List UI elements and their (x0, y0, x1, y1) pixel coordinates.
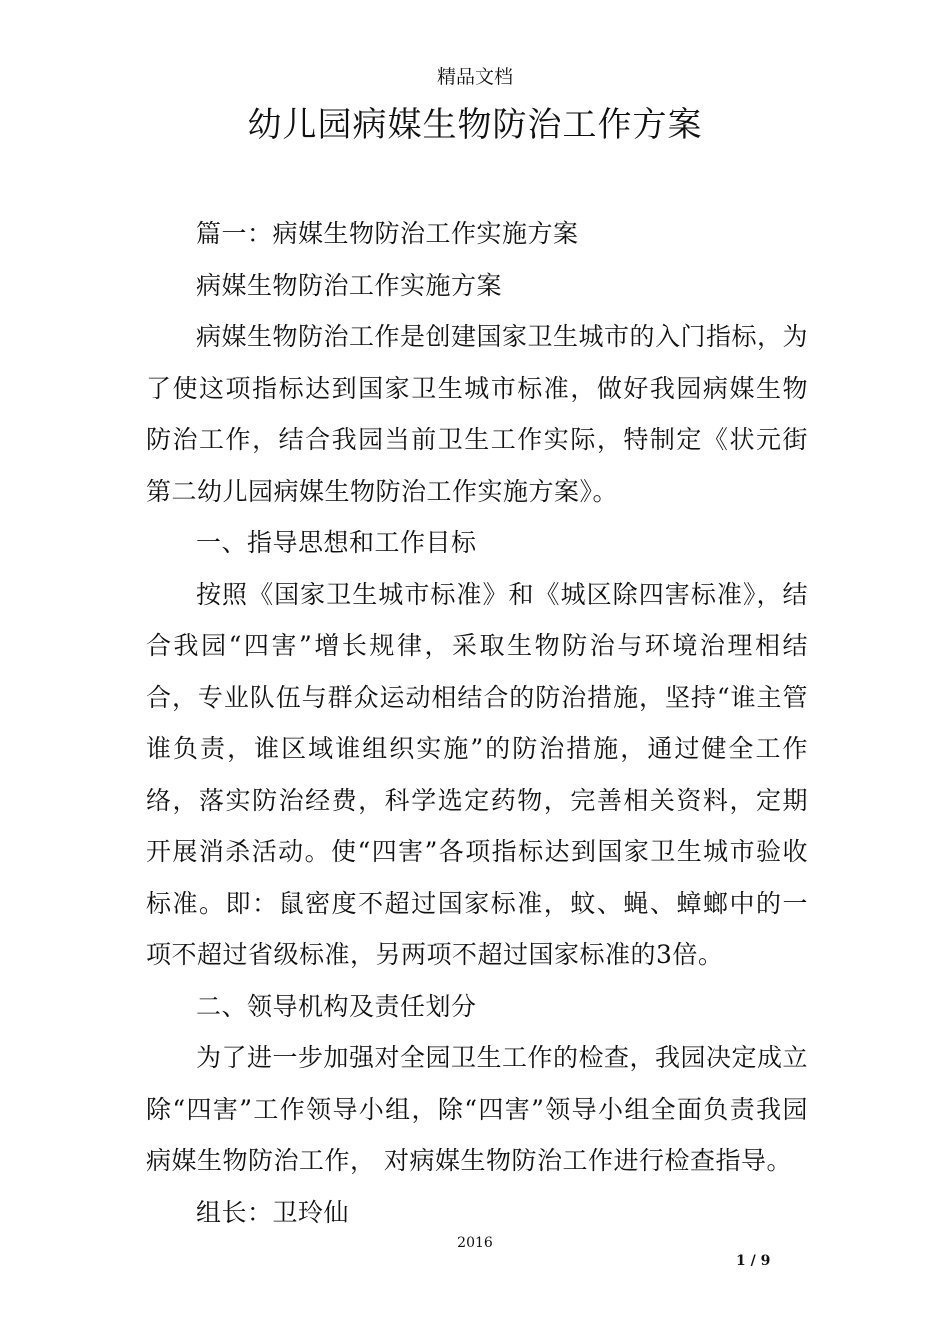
section-heading-part-one: 篇一：病媒生物防治工作实施方案 (196, 219, 579, 248)
document-title: 幼儿园病媒生物防治工作方案 (247, 105, 703, 145)
page-number: 1 / 9 (736, 1253, 771, 1269)
footer-year: 2016 (457, 1235, 493, 1251)
heading-leadership: 二、领导机构及责任划分 (196, 991, 477, 1021)
subtitle-implementation-plan: 病媒生物防治工作实施方案 (196, 270, 503, 300)
intro-paragraph: 病媒生物防治工作是创建国家卫生城市的入门指标，为了使这项指标达到国家卫生城市标准，做好我园病媒生物防治工作，结合我园当前卫生工作实际，特制定《状元街第二幼儿园病媒生物防治工作实施方案》。 (146, 322, 809, 506)
heading-guiding-ideology: 一、指导思想和工作目标 (196, 528, 477, 557)
page-header: 精品文档 (436, 66, 513, 88)
document-body (146, 208, 808, 1238)
guiding-ideology-paragraph: 按照《国家卫生城市标准》和《城区除四害标准》，结合我园“四害”增长规律，采取生物防治与环境治理相结合，专业队伍与群众运动相结合的防治措施，坚持“谁主管谁负责，谁区域谁组织实施”的防治措施，通过健全工作络，落实防治经费，科学选定药物，完善相关资料，定期开展消杀活动。使“四害”各项指标达到国家卫生城市验收标准。即：鼠密度不超过国家标准，蚊、蝇、蟑螂中的一项不超过省级标准，另两项不超过国家标准的3倍。 (146, 579, 808, 969)
leadership-paragraph: 为了进一步加强对全园卫生工作的检查，我园决定成立除“四害”工作领导小组，除“四害”领导小组全面负责我园病媒生物防治工作， 对病媒生物防治工作进行检查指导。 (146, 1043, 809, 1175)
group-leader-line: 组长：卫玲仙 (196, 1197, 350, 1227)
